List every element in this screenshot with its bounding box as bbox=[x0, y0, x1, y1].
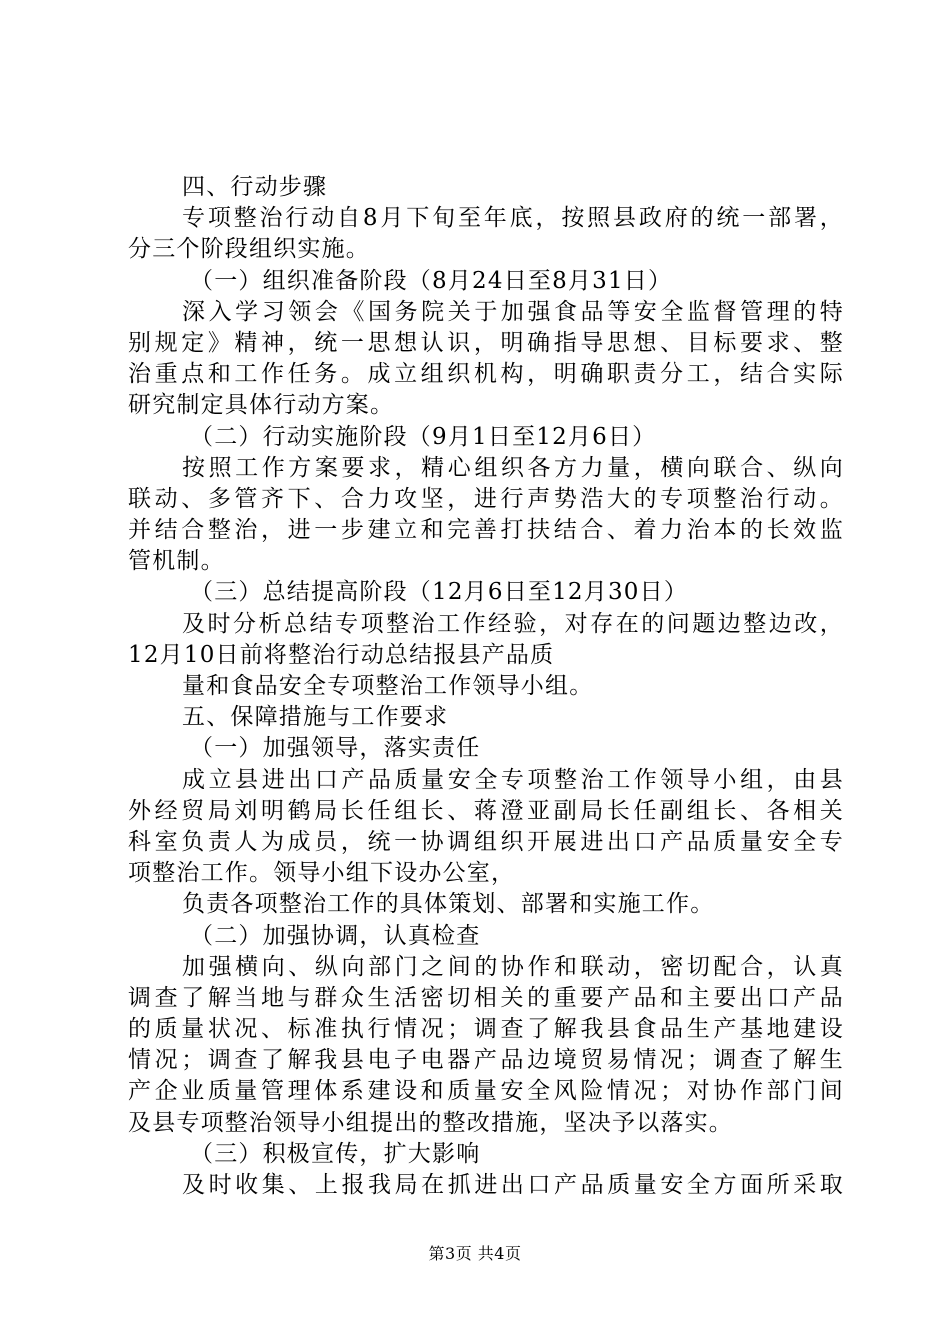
paragraph-line: 12月10日前将整治行动总结报县产品质 bbox=[128, 641, 555, 668]
paragraph-line: 成立县进出口产品质量安全专项整治工作领导小组，由县 bbox=[182, 766, 844, 793]
paragraph-line: 联动、多管齐下、合力攻坚，进行声势浩大的专项整治行动。 bbox=[128, 485, 844, 512]
paragraph-line: 专项整治行动自8月下旬至年底，按照县政府的统一部署， bbox=[182, 205, 844, 232]
document-page bbox=[128, 172, 844, 1201]
paragraph-line: 别规定》精神，统一思想认识，明确指导思想、目标要求、整 bbox=[128, 329, 844, 356]
paragraph-line: 并结合整治，进一步建立和完善打扶结合、着力治本的长效监 bbox=[128, 517, 844, 544]
paragraph-line: 研究制定具体行动方案。 bbox=[128, 392, 395, 419]
paragraph-line: 加强横向、纵向部门之间的协作和联动，密切配合，认真 bbox=[182, 953, 844, 980]
paragraph-line: 负责各项整治工作的具体策划、部署和实施工作。 bbox=[182, 891, 715, 918]
paragraph-line: 及时分析总结专项整治工作经验，对存在的问题边整边改， bbox=[182, 610, 844, 637]
paragraph-line: 治重点和工作任务。成立组织机构，明确职责分工，结合实际 bbox=[128, 361, 844, 388]
paragraph-line: 外经贸局刘明鹤局长任组长、蒋澄亚副局长任副组长、各相关 bbox=[128, 797, 844, 824]
paragraph-line: 的质量状况、标准执行情况；调查了解我县食品生产基地建设 bbox=[128, 1016, 844, 1043]
subsection-heading: （一）组织准备阶段（8月24日至8月31日） bbox=[190, 267, 673, 294]
paragraph-line: 管机制。 bbox=[128, 548, 225, 575]
paragraph-line: 深入学习领会《国务院关于加强食品等安全监督管理的特 bbox=[182, 298, 844, 325]
subsection-heading: （三）总结提高阶段（12月6日至12月30日） bbox=[190, 579, 689, 606]
section-heading: 五、保障措施与工作要求 bbox=[182, 704, 449, 731]
subsection-heading: （二）行动实施阶段（9月1日至12月6日） bbox=[190, 423, 657, 450]
paragraph-line: 及时收集、上报我局在抓进出口产品质量安全方面所采取 bbox=[182, 1172, 844, 1198]
paragraph-line: 调查了解当地与群众生活密切相关的重要产品和主要出口产品 bbox=[128, 984, 844, 1011]
subsection-heading: （三）积极宣传，扩大影响 bbox=[190, 1140, 481, 1167]
section-heading: 四、行动步骤 bbox=[182, 174, 328, 200]
paragraph-line: 情况；调查了解我县电子电器产品边境贸易情况；调查了解生 bbox=[128, 1047, 844, 1074]
paragraph-line: 项整治工作。领导小组下设办公室， bbox=[128, 860, 516, 887]
paragraph-line: 分三个阶段组织实施。 bbox=[128, 236, 370, 263]
paragraph-line: 量和食品安全专项整治工作领导小组。 bbox=[182, 673, 594, 699]
paragraph-line: 科室负责人为成员，统一协调组织开展进出口产品质量安全专 bbox=[128, 828, 844, 855]
paragraph-line: 按照工作方案要求，精心组织各方力量，横向联合、纵向 bbox=[182, 454, 844, 481]
page-footer: 第3页 共4页 bbox=[428, 1244, 522, 1263]
paragraph-line: 及县专项整治领导小组提出的整改措施，坚决予以落实。 bbox=[128, 1109, 733, 1136]
paragraph-line: 产企业质量管理体系建设和质量安全风险情况；对协作部门间 bbox=[128, 1078, 844, 1105]
subsection-heading: （二）加强协调，认真检查 bbox=[190, 922, 481, 949]
subsection-heading: （一）加强领导，落实责任 bbox=[190, 735, 481, 762]
